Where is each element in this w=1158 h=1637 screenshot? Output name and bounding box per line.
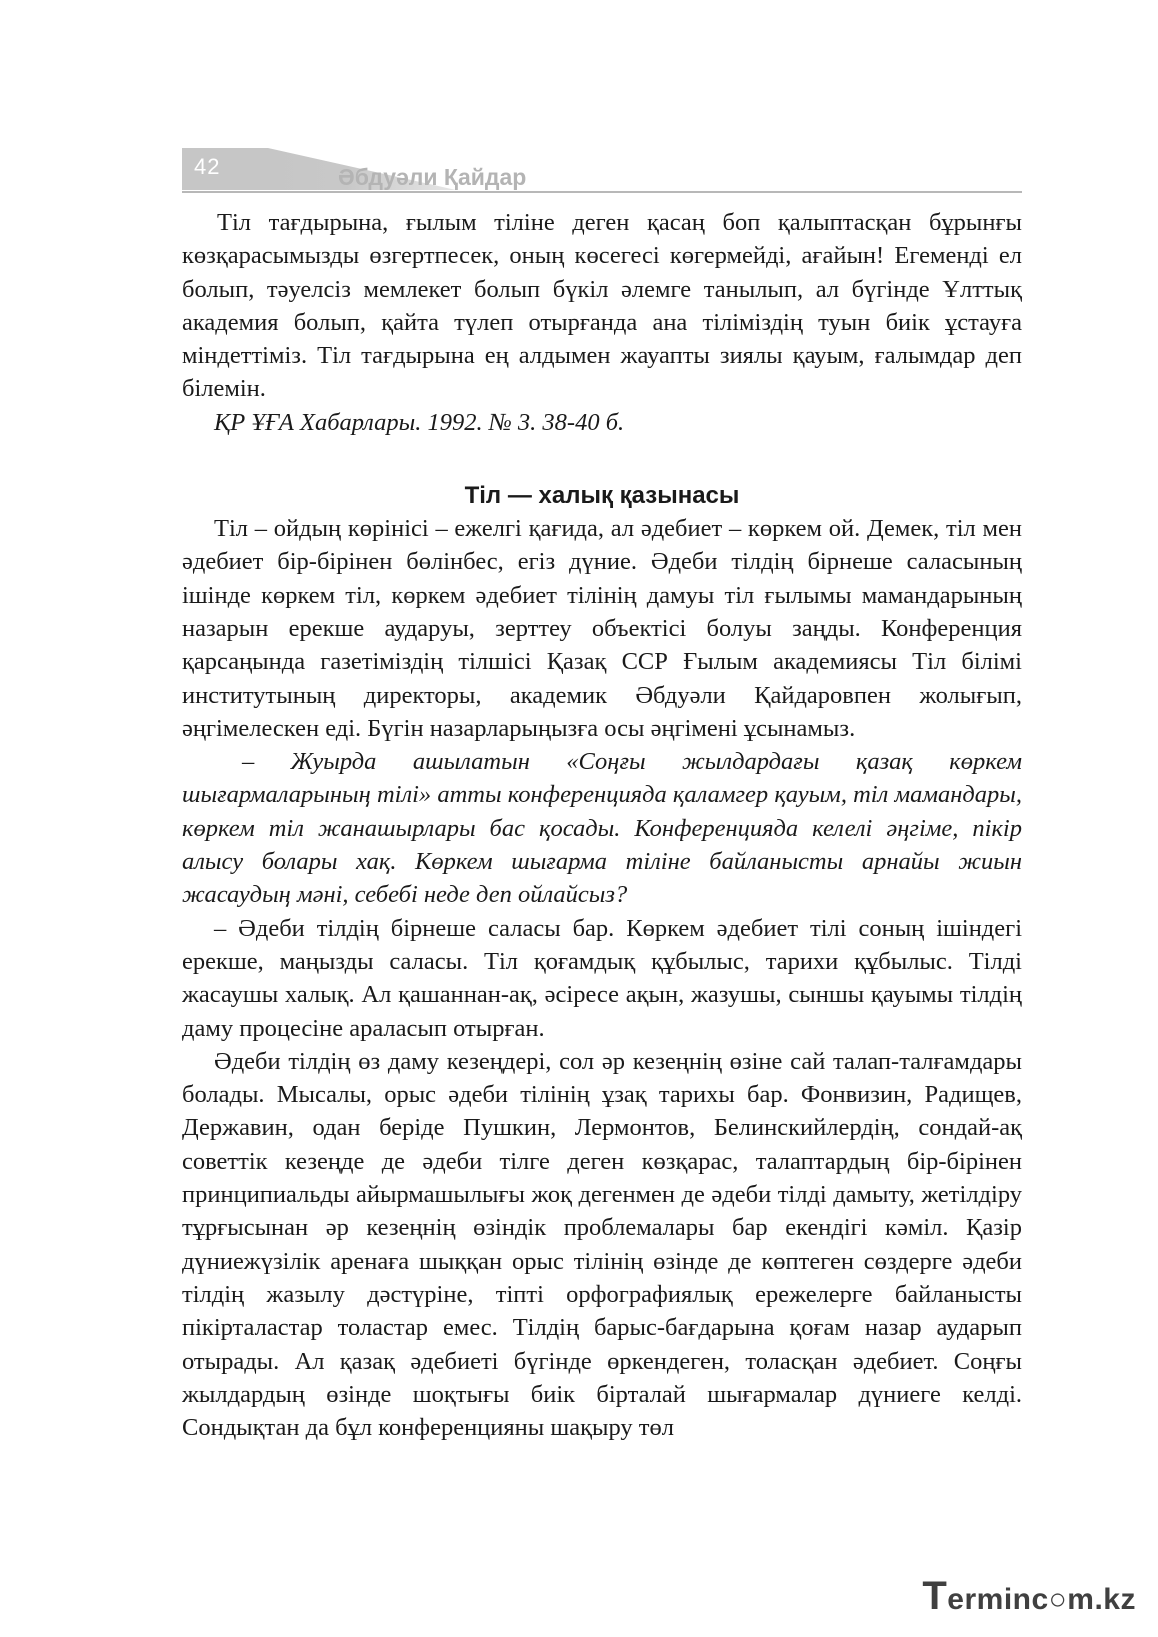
header-rule — [182, 191, 1022, 193]
interview-question: – Жуырда ашылатын «Соңғы жылдардағы қазақ көркем шығармаларының тілі» атты конференцияда қаламгер қауым, тіл мамандары, көркем тіл жанашырлары бас қосады. Конференцияда келелі әңгіме, пікір алысу болары хақ. Көркем шығарма тіліне байланысты арнайы жиын жасаудың мәні, себебі неде деп ойлайсыз? — [182, 748, 1022, 909]
interview-answer: – Әдеби тілдің бірнеше саласы бар. Көркем әдебиет тілі соның ішіндегі ерекше, маңызды саласы. Тіл қоғамдық құбылыс, тарихи құбылыс. Тілді жасаушы халық. Ал қашаннан-ақ, әсіресе ақын, жазушы, сыншы қауымы тілдің даму процесіне араласып отырған. — [182, 914, 1022, 1042]
running-header — [182, 148, 1022, 194]
running-author: Әбдуәли Қайдар — [338, 164, 527, 190]
article2-intro-paragraph: Тіл – ойдың көрінісі – ежелгі қағида, ал әдебиет – көркем ой. Демек, тіл мен әдебиет бір-бірінен бөлінбес, егіз дүние. Әдеби тілдің бірнеше саласының ішінде көркем тіл, көркем әдебиет тілінің дамуы тіл ғылымы мамандарының назарын ерекше аударуы, зерттеу объектісі болуы заңды. Конференция қарсаңында газетіміздің тілшісі Қазақ ССР Ғылым академиясы Тіл білімі институтының директоры, академик Әбдуәли Қайдаровпен жолығып, әңгімелескен еді. Бүгін назарларыңызға осы әңгімені ұсынамыз. — [182, 515, 1022, 742]
page-number: 42 — [194, 154, 221, 179]
site-watermark-logo — [922, 1574, 1136, 1619]
article2-title: Тіл — халық қазынасы — [464, 482, 740, 510]
article1-citation: ҚР ҰҒА Хабарлары. 1992. № 3. 38-40 б. — [214, 408, 625, 436]
watermark-rest: erminc○m.kz — [947, 1583, 1136, 1616]
watermark-first-letter: T — [922, 1574, 948, 1618]
article1-paragraph: Тіл тағдырына, ғылым тіліне деген қасаң боп қалыптасқан бұрынғы көзқарасымызды өзгертпесек, оның көсегесі көгермейді, ағайын! Егеменді ел болып, тәуелсіз мемлекет болып бүкіл әлемге танылып, ал бүгінде Ұлттық академия болып, қайта түлеп отырғанда ана тіліміздің туын биік ұстауға міндеттіміз. Тіл тағдырына ең алдымен жауапты зиялы қауым, ғалымдар деп білемін. — [182, 209, 1022, 403]
page-content — [182, 206, 1022, 1444]
article2-paragraph: Әдеби тілдің өз даму кезеңдері, сол әр кезеңнің өзіне сай талап-талғамдары болады. Мысалы, орыс әдеби тілінің ұзақ тарихы бар. Фонвизин, Радищев, Державин, одан беріде Пушкин, Лермонтов, Белинскийлердің, сондай-ақ советтік кезеңде де әдеби тілге деген көзқарас, талаптардың бір-бірінен принципиальды айырмашылығы жоқ дегенмен де әдеби тілді дамыту, жетілдіру тұрғысынан әр кезеңнің өзіндік проблемалары бар екендігі кәміл. Қазір дүниежүзілік аренаға шыққан орыс тілінің өзінде де көптеген сөздерге әдеби тілдің жазылу дәстүріне, тіпті орфографиялық ережелерге байланысты пікірталастар толастар емес. Тілдің барыс-бағдарына қоғам назар аударып отырады. Ал қазақ әдебиеті бүгінде өркендеген, толасқан әдебиет. Соңғы жылдардың өзінде шоқтығы биік бірталай шығармалар дүниеге келді. Сондықтан да бұл конференцияны шақыру төл — [182, 1047, 1022, 1442]
